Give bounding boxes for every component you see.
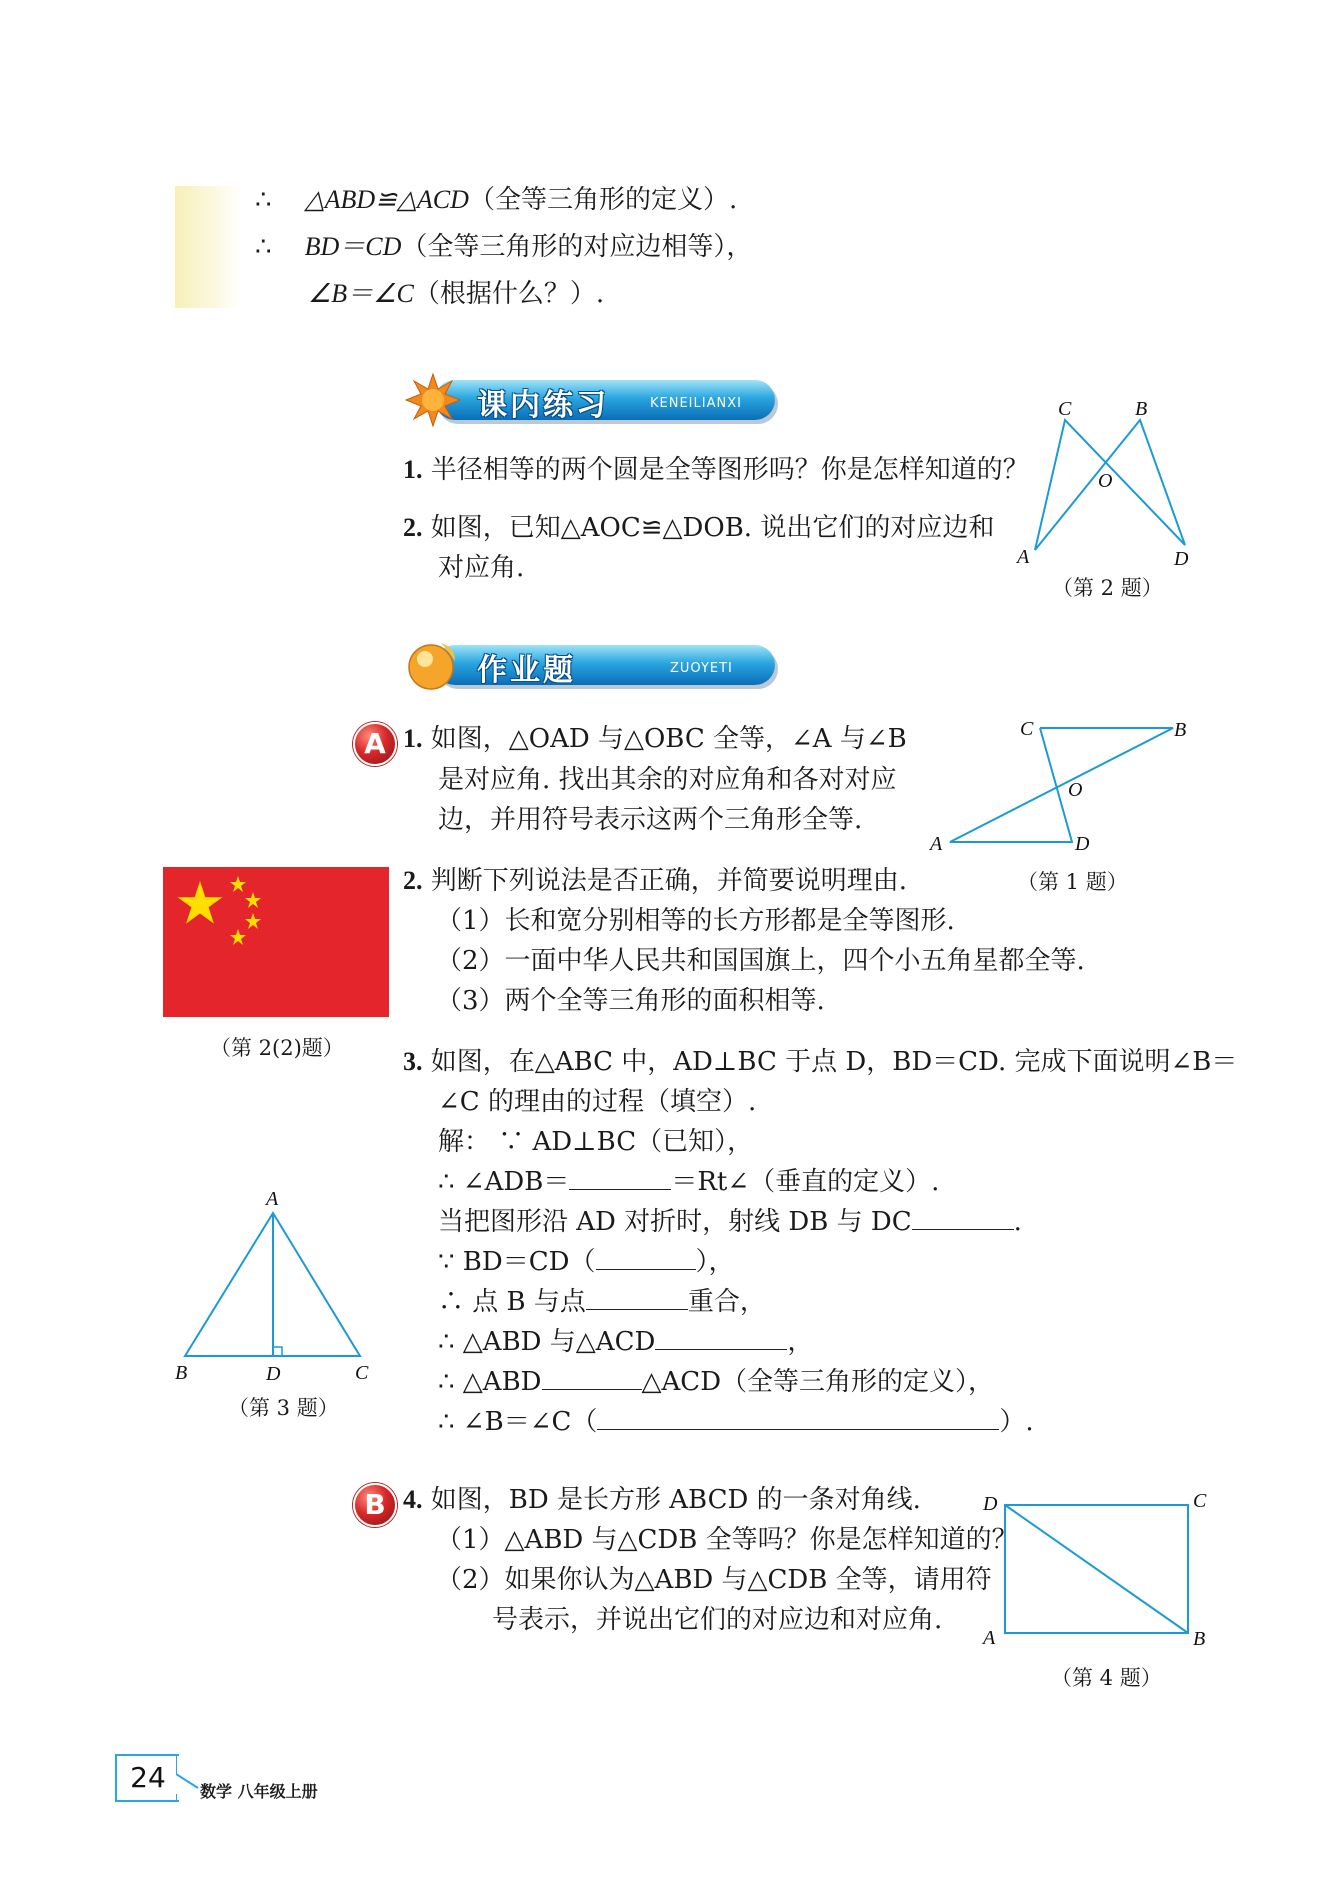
homework-1-line3: 边，并用符号表示这两个三角形全等.	[438, 805, 863, 835]
margin-highlight	[175, 186, 241, 308]
label-O: O	[1068, 779, 1083, 801]
fill-blank-7[interactable]	[597, 1405, 999, 1430]
homework-2-line1: 2. 判断下列说法是否正确，并简要说明理由.	[403, 866, 908, 896]
proof-line-2: ∴ BD＝CD（全等三角形的对应边相等），	[255, 232, 753, 262]
practice-exercise-2-line2: 对应角.	[438, 553, 525, 583]
homework-2-item2: （2）一面中华人民共和国国旗上，四个小五角星都全等.	[436, 946, 1085, 976]
figure-triangle-abc-altitude	[165, 1183, 375, 1383]
homework-2-item1: （1）长和宽分别相等的长方形都是全等图形.	[436, 906, 955, 936]
fill-blank-6[interactable]	[542, 1365, 642, 1390]
section-title-practice: 课内练习	[477, 388, 609, 423]
sun-icon	[405, 372, 461, 428]
caption-fig-2: （第 2 题）	[1052, 576, 1163, 600]
proof-line-1: ∴ △ABD≌△ACD（全等三角形的定义）.	[255, 185, 738, 215]
page-tab-arrow-icon	[176, 1754, 200, 1802]
homework-3-step7: ∴ △ABD △ACD（全等三角形的定义），	[438, 1367, 995, 1397]
label-O: O	[1098, 470, 1113, 492]
homework-4-item2-line2: 号表示，并说出它们的对应边和对应角.	[492, 1605, 943, 1635]
page-number: 24	[115, 1754, 179, 1802]
label-A: A	[930, 833, 943, 855]
label-B: B	[175, 1362, 188, 1383]
label-D: D	[1174, 548, 1189, 570]
figure-bowtie-aoc-dob	[1010, 395, 1210, 570]
caption-fig-2-2: （第 2(2)题）	[210, 1036, 344, 1060]
label-C: C	[1193, 1490, 1207, 1512]
label-D: D	[983, 1493, 998, 1515]
label-B: B	[1174, 719, 1187, 741]
fill-blank-2[interactable]	[912, 1205, 1014, 1230]
homework-3-step3: 当把图形沿 AD 对折时，射线 DB 与 DC .	[438, 1207, 1022, 1237]
homework-3-line2: ∠C 的理由的过程（填空）.	[438, 1087, 757, 1117]
section-title-homework: 作业题	[477, 653, 576, 688]
figure-oad-obc	[920, 712, 1190, 857]
homework-4-item2-line1: （2）如果你认为△ABD 与△CDB 全等，请用符	[436, 1565, 992, 1595]
fill-blank-5[interactable]	[655, 1325, 787, 1350]
homework-3-step1: 解： ∵ AD⊥BC（已知），	[438, 1127, 754, 1157]
chinese-flag-image	[163, 867, 389, 1017]
homework-4-line1: 4. 如图，BD 是长方形 ABCD 的一条对角线.	[403, 1485, 921, 1515]
label-A: A	[1017, 546, 1030, 568]
section-subtitle-homework: ZUOYETI	[670, 661, 733, 676]
practice-exercise-2-line1: 2. 如图，已知△AOC≌△DOB. 说出它们的对应边和	[403, 513, 995, 543]
figure-rectangle-abcd	[975, 1480, 1220, 1655]
section-banner-homework	[405, 637, 777, 691]
label-C: C	[1058, 398, 1072, 420]
label-A: A	[983, 1627, 996, 1649]
proof-line-3: ∠B＝∠C（根据什么？）.	[308, 279, 605, 309]
label-D: D	[1075, 833, 1090, 855]
level-a-badge: A	[353, 722, 397, 766]
fill-blank-1[interactable]	[569, 1165, 671, 1190]
caption-fig-3: （第 3 题）	[228, 1396, 339, 1420]
homework-2-item3: （3）两个全等三角形的面积相等.	[436, 986, 825, 1016]
fill-blank-4[interactable]	[586, 1285, 688, 1310]
homework-1-line1: 1. 如图，△OAD 与△OBC 全等，∠A 与∠B	[403, 724, 907, 754]
label-C: C	[1020, 718, 1034, 740]
section-subtitle-practice: KENEILIANXI	[650, 396, 742, 411]
homework-3-line1: 3. 如图，在△ABC 中，AD⊥BC 于点 D，BD＝CD. 完成下面说明∠B＝	[403, 1047, 1238, 1077]
fill-blank-3[interactable]	[596, 1245, 696, 1270]
section-banner-practice	[405, 372, 777, 426]
label-B: B	[1135, 398, 1148, 420]
homework-3-step8: ∴ ∠B＝∠C（ ）.	[438, 1407, 1034, 1437]
homework-3-step6: ∴ △ABD 与△ACD ，	[438, 1327, 814, 1357]
book-title: 数学 八年级上册	[200, 1782, 318, 1801]
label-A: A	[266, 1188, 279, 1210]
level-b-badge: B	[353, 1483, 397, 1527]
homework-3-step4: ∵ BD＝CD（ ），	[438, 1247, 735, 1277]
label-D: D	[266, 1363, 281, 1383]
practice-exercise-1: 1. 半径相等的两个圆是全等图形吗？你是怎样知道的？	[403, 455, 1029, 485]
orb-icon	[405, 637, 461, 693]
label-C: C	[355, 1362, 369, 1383]
homework-3-step2: ∴ ∠ADB＝ ＝Rt∠（垂直的定义）.	[438, 1167, 940, 1197]
flag-stars-icon	[163, 867, 389, 1017]
caption-fig-1: （第 1 题）	[1017, 870, 1128, 894]
homework-4-item1: （1）△ABD 与△CDB 全等吗？你是怎样知道的？	[436, 1525, 1018, 1555]
caption-fig-4: （第 4 题）	[1051, 1666, 1162, 1690]
homework-3-step5: ∴ 点 B 与点 重合，	[438, 1287, 766, 1317]
label-B: B	[1193, 1628, 1206, 1650]
homework-1-line2: 是对应角. 找出其余的对应角和各对对应	[438, 765, 897, 795]
